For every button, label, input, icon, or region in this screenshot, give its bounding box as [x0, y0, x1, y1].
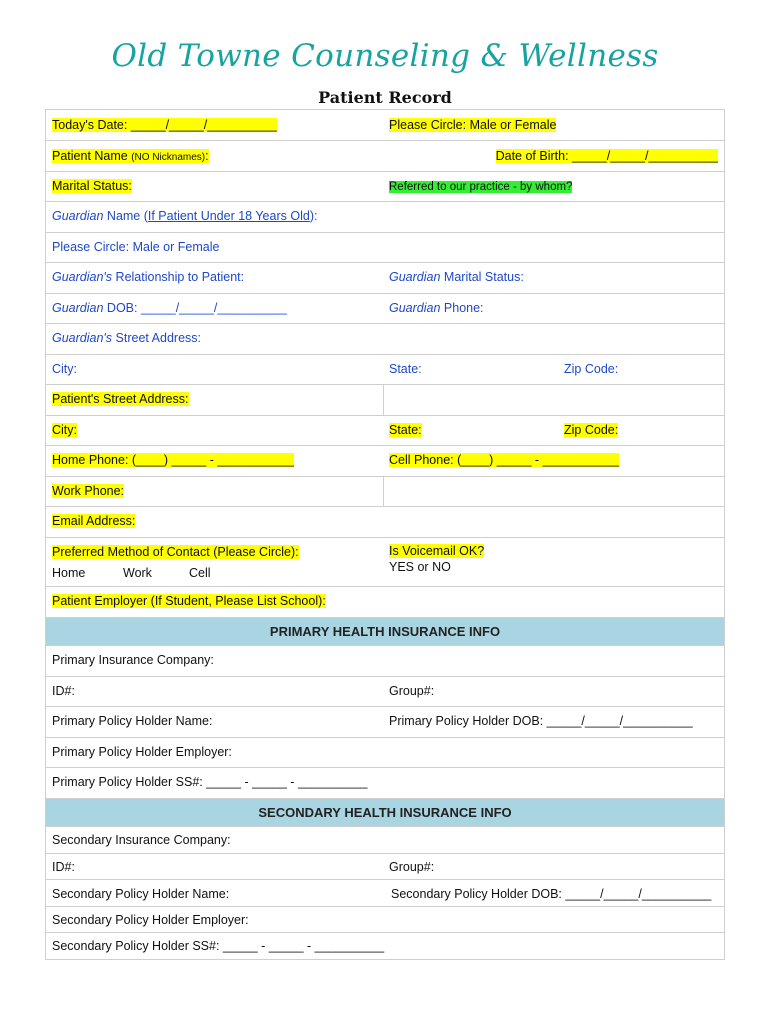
patient-employer-label: Patient Employer (If Student, Please List School):	[52, 594, 326, 608]
guardian-street-field[interactable]	[52, 331, 201, 345]
patient-zip-label: Zip Code:	[564, 423, 619, 437]
row-phones	[46, 445, 724, 476]
cell-phone-field[interactable]	[389, 453, 619, 467]
form-title: Old Towne Counseling & Wellness	[111, 38, 659, 74]
work-phone-field[interactable]	[52, 484, 124, 498]
cell-phone-label: Cell Phone: (____) _____ - ___________	[389, 453, 620, 467]
preferred-method-field[interactable]	[52, 545, 299, 559]
guardian-city-field[interactable]	[52, 362, 77, 376]
row-name-dob	[46, 140, 724, 171]
preferred-method-label: Preferred Method of Contact (Please Circle):	[52, 545, 299, 559]
row-guardian-city	[46, 354, 724, 384]
guardian-marital-prefix: Guardian	[389, 270, 441, 284]
patient-record-form	[45, 109, 725, 960]
patient-name-field[interactable]	[52, 149, 209, 163]
secondary-holder-name-field[interactable]: Secondary Policy Holder Name:	[52, 887, 230, 901]
guardian-state-label: State:	[389, 362, 422, 376]
column-divider	[383, 385, 384, 415]
patient-street-field[interactable]	[52, 392, 189, 406]
referred-label: Referred to our practice - by whom?	[389, 181, 573, 193]
guardian-name-suffix: ):	[309, 209, 318, 223]
todays-date-label: Today's Date: _____/_____/__________	[52, 118, 277, 132]
row-marital-referred	[46, 171, 724, 201]
home-phone-field[interactable]	[52, 453, 294, 467]
guardian-street-prefix: Guardian's	[52, 331, 113, 345]
patient-state-label: State:	[389, 423, 422, 437]
secondary-company-field[interactable]: Secondary Insurance Company:	[52, 833, 231, 847]
patient-zip-field[interactable]	[564, 423, 618, 437]
email-label: Email Address:	[52, 514, 136, 528]
row-primary-id	[46, 676, 724, 706]
guardian-sex-label: Please Circle: Male or Female	[52, 240, 220, 254]
guardian-marital-field[interactable]	[389, 270, 524, 284]
row-patient-city	[46, 415, 724, 445]
guardian-phone-label: Phone:	[440, 301, 484, 315]
patient-street-label: Patient's Street Address:	[52, 392, 189, 406]
guardian-name-prefix: Guardian	[52, 209, 104, 223]
row-guardian-sex	[46, 232, 724, 262]
row-secondary-holder	[46, 879, 724, 906]
primary-id-field[interactable]: ID#:	[52, 684, 75, 698]
patient-sex-field[interactable]	[389, 118, 556, 132]
home-phone-label: Home Phone: (____) _____ - ___________	[52, 453, 294, 467]
patient-dob-field[interactable]	[496, 149, 718, 163]
primary-holder-ssn-field[interactable]: Primary Policy Holder SS#: _____ - _____ - __________	[52, 775, 368, 789]
patient-city-field[interactable]	[52, 423, 77, 437]
primary-holder-dob-field[interactable]: Primary Policy Holder DOB: _____/_____/__________	[389, 714, 693, 728]
guardian-relationship-field[interactable]	[52, 270, 244, 284]
primary-group-field[interactable]: Group#:	[389, 684, 435, 698]
patient-city-label: City:	[52, 423, 77, 437]
row-guardian-relationship	[46, 262, 724, 293]
row-guardian-name	[46, 201, 724, 232]
guardian-name-label: Name (	[103, 209, 148, 223]
patient-state-field[interactable]	[389, 423, 422, 437]
row-guardian-street	[46, 323, 724, 354]
secondary-holder-employer-field[interactable]: Secondary Policy Holder Employer:	[52, 913, 249, 927]
voicemail-options[interactable]: YES or NO	[389, 560, 451, 574]
marital-status-label: Marital Status:	[52, 179, 132, 193]
guardian-city-label: City:	[52, 362, 77, 376]
row-secondary-employer	[46, 906, 724, 932]
row-guardian-dob-phone	[46, 293, 724, 323]
row-primary-company	[46, 645, 724, 676]
guardian-name-field[interactable]	[52, 209, 317, 223]
guardian-state-field[interactable]	[389, 362, 422, 376]
secondary-holder-dob-field[interactable]: Secondary Policy Holder DOB: _____/_____/__________	[391, 887, 712, 901]
guardian-name-condition: If Patient Under 18 Years Old	[147, 209, 310, 223]
secondary-holder-ssn-field[interactable]: Secondary Policy Holder SS#: _____ - _____ - __________	[52, 939, 385, 953]
form-subtitle: Patient Record	[318, 88, 452, 107]
row-secondary-ssn	[46, 932, 724, 959]
guardian-street-label: Street Address:	[112, 331, 201, 345]
row-secondary-company	[46, 826, 724, 853]
method-option-home[interactable]: Home	[52, 566, 86, 580]
patient-name-note: (NO Nicknames)	[131, 152, 206, 163]
work-phone-label: Work Phone:	[52, 484, 125, 498]
patient-name-label: Patient Name	[52, 149, 128, 163]
guardian-dob-prefix: Guardian	[52, 301, 104, 315]
patient-employer-field[interactable]	[52, 594, 326, 608]
guardian-dob-field[interactable]	[52, 301, 287, 315]
row-contact-method	[46, 537, 724, 586]
guardian-dob-label: DOB: _____/_____/__________	[103, 301, 287, 315]
row-primary-employer	[46, 737, 724, 767]
guardian-marital-label: Marital Status:	[440, 270, 524, 284]
voicemail-question: Is Voicemail OK?	[389, 544, 485, 558]
guardian-relationship-prefix: Guardian's	[52, 270, 113, 284]
column-divider	[383, 477, 384, 506]
referred-field[interactable]	[389, 179, 572, 193]
method-option-work[interactable]: Work	[123, 566, 152, 580]
row-employer	[46, 586, 724, 617]
row-date-sex	[46, 110, 724, 140]
secondary-id-field[interactable]: ID#:	[52, 860, 75, 874]
voicemail-field[interactable]	[389, 544, 484, 558]
guardian-sex-field[interactable]	[52, 240, 219, 254]
row-primary-holder	[46, 706, 724, 737]
todays-date-field[interactable]	[52, 118, 277, 132]
guardian-phone-field[interactable]	[389, 301, 484, 315]
primary-holder-name-field[interactable]: Primary Policy Holder Name:	[52, 714, 213, 728]
guardian-relationship-label: Relationship to Patient:	[112, 270, 245, 284]
guardian-zip-field[interactable]	[564, 362, 618, 376]
secondary-group-field[interactable]: Group#:	[389, 860, 435, 874]
secondary-insurance-heading: SECONDARY HEALTH INSURANCE INFO	[46, 798, 724, 826]
primary-company-field[interactable]: Primary Insurance Company:	[52, 653, 214, 667]
row-email	[46, 506, 724, 537]
patient-dob-label: Date of Birth: _____/_____/__________	[495, 149, 718, 163]
patient-name-colon: :	[205, 149, 209, 163]
row-secondary-id	[46, 853, 724, 879]
marital-status-field[interactable]	[52, 179, 132, 193]
guardian-zip-label: Zip Code:	[564, 362, 619, 376]
guardian-phone-prefix: Guardian	[389, 301, 441, 315]
row-primary-ssn	[46, 767, 724, 798]
patient-sex-label: Please Circle: Male or Female	[389, 118, 557, 132]
row-work-phone	[46, 476, 724, 506]
primary-holder-employer-field[interactable]: Primary Policy Holder Employer:	[52, 745, 232, 759]
primary-insurance-heading: PRIMARY HEALTH INSURANCE INFO	[46, 617, 724, 645]
email-field[interactable]	[52, 514, 135, 528]
method-option-cell[interactable]: Cell	[189, 566, 211, 580]
row-patient-street	[46, 384, 724, 415]
